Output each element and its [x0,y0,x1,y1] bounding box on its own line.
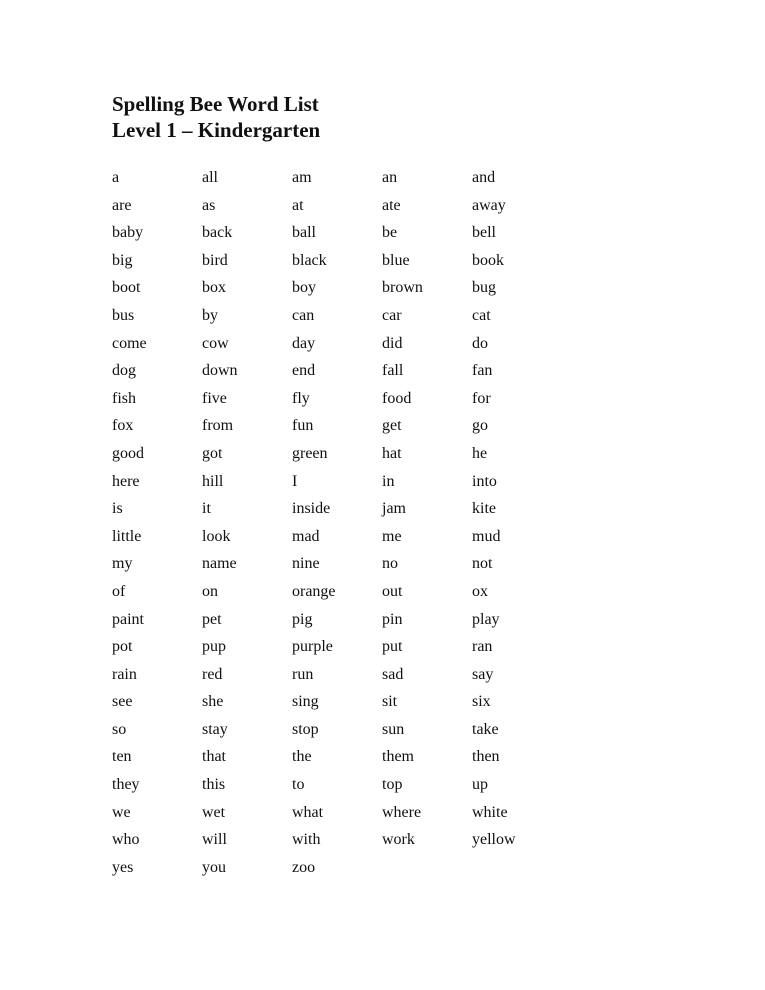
word-entry: are [112,196,132,214]
word-entry: put [382,638,403,656]
word-entry: work [382,831,415,849]
word-entry: ox [472,582,488,600]
word-entry: what [292,803,324,821]
word-entry: blue [382,251,410,269]
word-entry: five [202,389,227,407]
word-entry: we [112,803,131,821]
word-entry: mad [292,527,320,545]
word-entry: so [112,720,127,738]
word-entry: baby [112,224,144,242]
word-entry: food [382,389,412,407]
word-entry: out [382,582,403,600]
word-entry: of [112,582,126,600]
word-entry: pig [292,610,313,628]
word-entry: can [292,306,315,324]
word-entry: day [292,334,316,352]
word-entry: brown [382,279,423,297]
word-entry: wet [202,803,226,821]
word-entry: hill [202,472,224,490]
word-entry: yes [112,858,134,876]
word-entry: paint [112,610,144,628]
word-entry: and [472,169,496,186]
word-entry: book [472,251,504,269]
word-entry: up [472,776,488,794]
word-entry: I [292,472,298,490]
word-entry: zoo [292,858,316,876]
word-entry: fox [112,417,134,435]
word-entry: little [112,527,142,545]
word-entry: do [472,334,488,352]
word-entry: fan [472,362,493,380]
word-entry: no [382,555,398,573]
word-entry: my [112,555,133,573]
word-entry: all [202,169,218,186]
word-entry: pup [202,638,226,656]
word-entry: big [112,251,133,269]
word-entry: mud [472,527,501,545]
word-entry: in [382,472,395,490]
word-entry: look [202,527,231,545]
word-entry: white [472,803,508,821]
word-entry: sun [382,720,405,738]
word-entry: you [202,858,226,876]
word-entry: green [292,444,328,462]
word-entry: here [112,472,140,490]
word-entry: an [382,169,398,186]
word-entry: black [292,251,327,269]
word-entry: this [202,776,226,794]
word-entry: see [112,693,133,711]
word-entry: he [472,444,488,462]
word-entry: who [112,831,140,849]
word-entry: cat [472,306,491,324]
word-entry: inside [292,500,331,518]
word-entry: where [382,803,422,821]
word-entry: go [472,417,488,435]
word-entry: did [382,334,403,352]
word-entry: red [202,665,223,683]
word-entry: dog [112,362,136,380]
word-entry: jam [382,500,406,518]
word-entry: away [472,196,506,214]
word-entry: sad [382,665,404,683]
word-entry: at [292,196,304,214]
word-entry: car [382,306,402,324]
word-entry: back [202,224,233,242]
word-entry: sing [292,693,319,711]
word-entry: from [202,417,234,435]
word-entry: on [202,582,218,600]
word-entry: end [292,362,316,380]
word-entry: they [112,776,140,794]
word-entry: get [382,417,402,435]
word-entry: got [202,444,223,462]
word-entry: bell [472,224,496,242]
word-entry: ball [292,224,316,242]
word-entry: will [202,831,227,849]
document-title: Spelling Bee Word List [112,92,319,116]
word-entry: not [472,555,493,573]
word-entry: pet [202,610,222,628]
title-block [112,91,320,143]
word-entry: ten [112,748,132,766]
word-entry: run [292,665,314,683]
word-entry: fall [382,362,404,380]
word-entry: six [472,693,491,711]
word-entry: by [202,306,218,324]
word-entry: am [292,169,312,186]
word-entry: bus [112,306,135,324]
word-entry: is [112,500,123,518]
word-entry: the [292,748,312,766]
word-entry: play [472,610,500,628]
word-entry: name [202,555,237,573]
word-entry: be [382,224,398,242]
word-entry: pin [382,610,403,628]
word-entry: top [382,776,403,794]
word-entry: fish [112,389,136,407]
word-entry: fly [292,389,310,407]
word-entry: to [292,776,305,794]
word-list-grid [112,167,562,884]
word-entry: come [112,334,147,352]
word-entry: for [472,389,491,407]
word-entry: boot [112,279,141,297]
word-entry: take [472,720,499,738]
word-entry: them [382,748,414,766]
word-entry: fun [292,417,314,435]
word-entry: stop [292,720,319,738]
word-entry: a [112,169,120,186]
word-entry: down [202,362,238,380]
word-entry: sit [382,693,398,711]
word-entry: then [472,748,500,766]
word-entry: rain [112,665,137,683]
word-entry: into [472,472,497,490]
word-entry: pot [112,638,133,656]
word-entry: as [202,196,216,214]
word-entry: it [202,500,211,518]
word-entry: that [202,748,226,766]
word-entry: nine [292,555,320,573]
word-entry: ran [472,638,493,656]
word-entry: kite [472,500,496,518]
word-entry: me [382,527,402,545]
word-entry: good [112,444,144,462]
word-entry: ate [382,196,401,214]
word-entry: boy [292,279,316,297]
word-entry: box [202,279,226,297]
document-subtitle: Level 1 – Kindergarten [112,118,321,142]
word-entry: stay [202,720,228,738]
word-entry: bug [472,279,496,297]
word-entry: with [292,831,321,849]
word-entry: purple [292,638,333,656]
word-entry: bird [202,251,228,269]
word-entry: hat [382,444,402,462]
word-entry: she [202,693,224,711]
word-entry: orange [292,582,336,600]
word-entry: yellow [472,831,516,849]
word-entry: say [472,665,494,683]
word-entry: cow [202,334,229,352]
